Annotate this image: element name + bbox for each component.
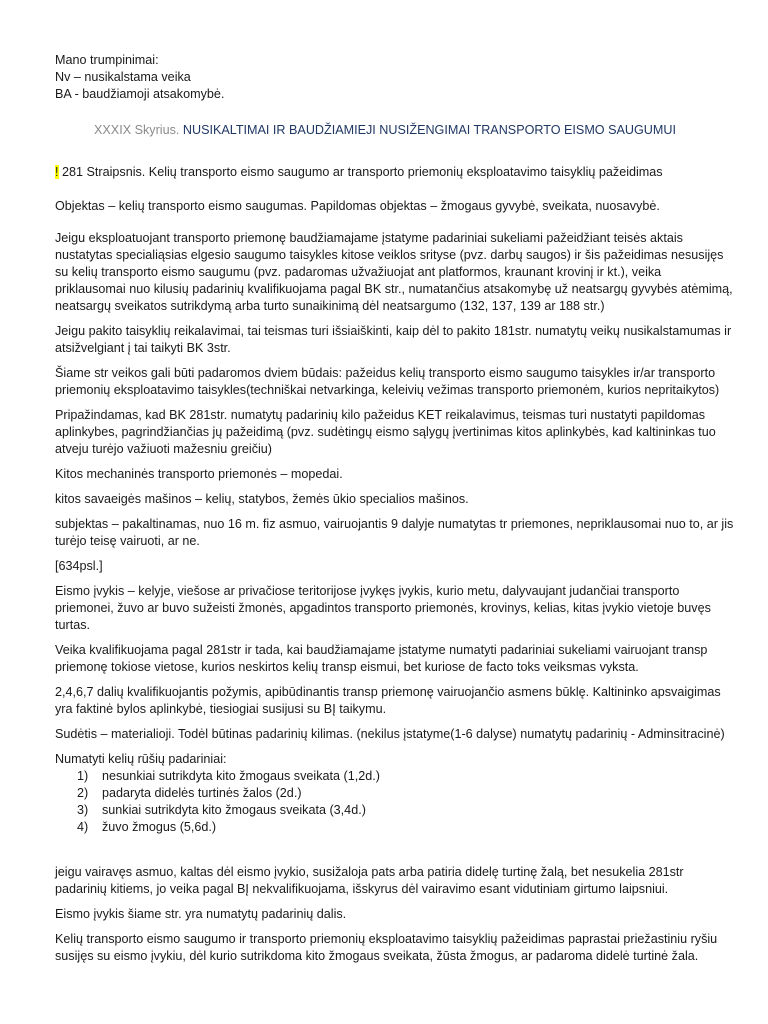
page-reference: [634psl.] [55,559,103,573]
paragraph: jeigu vairavęs asmuo, kaltas dėl eismo įvykio, susižaloja pats arba patiria didelę turtinę žalą, bet nesukelia 281str padarinių kitiems, jo veika pagal BĮ nekvalifikuojama, išskyrus dėl vairavimo esant vidutiniam girtumo laipsniui. [55,865,684,896]
paragraph: Kitos mechaninės transporto priemonės – mopedai. [55,467,343,481]
paragraph: Sudėtis – materialioji. Todėl būtinas padarinių kilimas. (nekilus įstatyme(1-6 dalyse) numatytų padarinių - Adminsitracinė) [55,727,725,741]
list-item-text: žuvo žmogus (5,6d.) [102,820,217,834]
abbreviations-block [55,52,715,103]
article-body [55,198,735,973]
paragraph: Šiame str veikos gali būti padaromos dviem būdais: pažeidus kelių transporto eismo saugumo taisykles ir/ar transporto priemonių eksploatavimo taisykles(techniškai netvarkinga, keleivių vežimas transporto priemonėm, kurios nepritaikytos) [55,366,720,397]
list-item [77,802,735,819]
paragraph: 2,4,6,7 dalių kvalifikuojantis požymis, apibūdinantis transp priemonę vairuojančio asmens būklę. Kaltininko apsvaigimas yra faktinė bylos aplinkybė, tiesiogiai susijusi su BĮ taikymu. [55,685,721,716]
list-item-number: 4) [77,820,89,834]
list-item [77,819,735,836]
article-title [55,164,735,181]
paragraph: Jeigu eksploatuojant transporto priemonę baudžiamajame įstatyme padariniai sukeliami pažeidžiant teisės aktais nustatytas specialiąsias elgesio saugumo taisykles kitose veiklos srityse (pvz. darbų saugos) ir šis pažeidimas nesusijęs su kelių transporto eismo saugumu (pvz. padaromas užvažiuojat ant platformos, kraunant krovinį ir kt.), veika priklausomai nuo kilusių padarinių kvalifikuojama pagal BK str., numatančius atsakomybę už neatsargų gyvybės atėmimą, neatsargų sveikatos sutrikdymą arba turto sunaikinimą dėl neatsargumo (132, 137, 139 ar 188 str.) [55,231,733,313]
paragraph-subject: subjektas – pakaltinamas, nuo 16 m. fiz asmuo, vairuojantis 9 dalyje numatytas tr priemones, nepriklausomai nuo to, ar jis turėjo teisę vairuoti, ar ne. [55,517,734,548]
paragraph: Jeigu pakito taisyklių reikalavimai, tai teismas turi išsiaiškinti, kaip dėl to pakito 181str. numatytų veikų nusikalstamumas ir atsižvelgiant į tai taikyti BK 3str. [55,324,732,355]
paragraph: Eismo įvykis šiame str. yra numatytų padarinių dalis. [55,907,347,921]
paragraph: Veika kvalifikuojama pagal 281str ir tada, kai baudžiamajame įstatyme numatyti padariniai sukeliami vairuojant transp priemonę tokiose vietose, kurios neskirtos kelių transp eismui, bet kuriose de facto toks veiksmas vyksta. [55,643,708,674]
list-item-text: padaryta didelės turtinės žalos (2d.) [102,786,302,800]
paragraph-definition: Eismo įvykis – kelyje, viešose ar privačiose teritorijose įvykęs įvykis, kurio metu, dalyvaujant judančiai transporto priemonei, žuvo ar buvo sužeisti žmonės, apgadintos transporto priemonės, krovinys, kelias, kitas įvykio vietoje buvęs turtas. [55,584,711,632]
list-item [77,785,735,802]
chapter-title: NUSIKALTIMAI IR BAUDŽIAMIEJI NUSIŽENGIMAI TRANSPORTO EISMO SAUGUMUI [182,123,676,137]
highlight-marker: ! [55,165,59,179]
list-item-number: 3) [77,803,89,817]
list-item-number: 1) [77,769,89,783]
list-item-text: sunkiai sutrikdyta kito žmogaus sveikata (3,4d.) [102,803,366,817]
consequences-list [55,768,735,836]
chapter-heading [55,122,715,139]
list-item [77,768,735,785]
list-item-number: 2) [77,786,89,800]
paragraph: Pripažindamas, kad BK 281str. numatytų padarinių kilo pažeidus KET reikalavimus, teismas turi nustatyti papildomas aplinkybes, pagrindžiančias jų pažeidimą (pvz. sudėtingų eismo sąlygų įvertinimas kitos aplinkybės, kad kaltininkas tuo atveju turėjo važiuoti mažesniu greičiu) [55,408,716,456]
list-heading: Numatyti kelių rūšių padariniai: [55,752,227,766]
abbreviation-nv: Nv – nusikalstama veika [55,70,191,84]
paragraph-object: Objektas – kelių transporto eismo saugumas. Papildomas objektas – žmogaus gyvybė, sveikata, nuosavybė. [55,199,660,213]
paragraph: kitos savaeigės mašinos – kelių, statybos, žemės ūkio specialios mašinos. [55,492,469,506]
list-item-text: nesunkiai sutrikdyta kito žmogaus sveikata (1,2d.) [102,769,380,783]
article-title-text: 281 Straipsnis. Kelių transporto eismo saugumo ar transporto priemonių eksploatavimo taisyklių pažeidimas [62,165,663,179]
paragraph: Kelių transporto eismo saugumo ir transporto priemonių eksploatavimo taisyklių pažeidimas paprastai priežastiniu ryšiu susijęs su eismo įvykiu, dėl kurio sutrikdoma kito žmogaus sveikata, žūsta žmogus, ar padaroma didelė turtinė žala. [55,932,718,963]
abbreviations-heading: Mano trumpinimai: [55,53,159,67]
chapter-number: XXXIX Skyrius. [94,123,180,137]
abbreviation-ba: BA - baudžiamoji atsakomybė. [55,87,225,101]
